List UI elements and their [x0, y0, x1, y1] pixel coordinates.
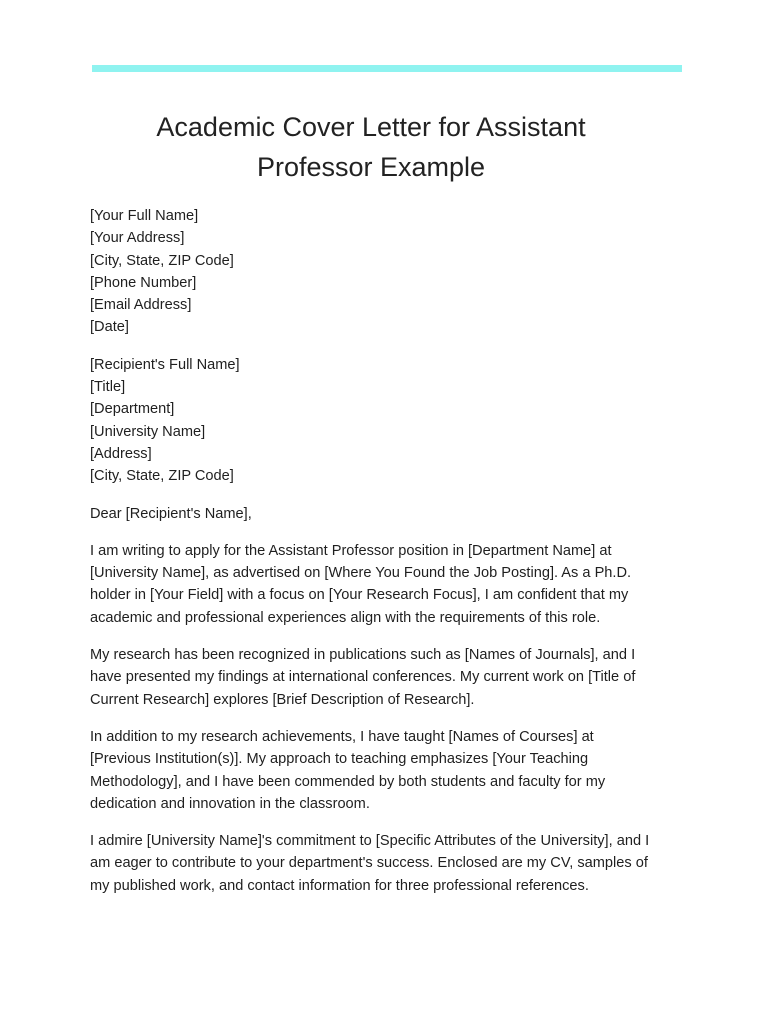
- recipient-department: [Department]: [90, 401, 175, 418]
- letter-body: [90, 205, 652, 912]
- recipient-address-block: [90, 354, 652, 488]
- salutation: Dear [Recipient's Name],: [90, 505, 252, 522]
- recipient-university: [University Name]: [90, 423, 206, 440]
- title-line-2: Professor Example: [256, 152, 486, 182]
- title-line-1: Academic Cover Letter for Assistant: [156, 112, 586, 142]
- body-paragraph-research: My research has been recognized in publications such as [Names of Journals], and I have presented my findings at international conferences. My current work on [Title of Current Research] explores [Brief Description of Research].: [90, 647, 636, 708]
- sender-phone: [Phone Number]: [90, 274, 197, 291]
- recipient-address: [Address]: [90, 445, 152, 462]
- sender-address-block: [90, 205, 652, 339]
- document-title: [90, 107, 652, 187]
- accent-bar: [92, 65, 682, 72]
- sender-full-name: [Your Full Name]: [90, 208, 199, 224]
- sender-address: [Your Address]: [90, 230, 185, 247]
- letter-date: [Date]: [90, 319, 129, 336]
- recipient-full-name: [Recipient's Full Name]: [90, 356, 240, 373]
- sender-city-state-zip: [City, State, ZIP Code]: [90, 252, 234, 269]
- recipient-city-state-zip: [City, State, ZIP Code]: [90, 468, 234, 485]
- body-paragraph-teaching: In addition to my research achievements, I have taught [Names of Courses] at [Previous Institution(s)]. My approach to teaching emphasizes [Your Teaching Methodology], and I have been commended by both students and faculty for my dedication and innovation in the classroom.: [90, 728, 606, 812]
- recipient-title: [Title]: [90, 379, 126, 396]
- sender-email: [Email Address]: [90, 297, 192, 314]
- body-paragraph-intro: I am writing to apply for the Assistant Professor position in [Department Name] at [University Name], as advertised on [Where You Found the Job Posting]. As a Ph.D. holder in [Your Field] with a focus on [Your Research Focus], I am confident that my academic and professional experiences align with the requirements of this role.: [90, 542, 632, 626]
- body-paragraph-closing: I admire [University Name]'s commitment to [Specific Attributes of the University], and I am eager to contribute to your department's success. Enclosed are my CV, samples of my published work, and contact information for three professional references.: [90, 833, 650, 894]
